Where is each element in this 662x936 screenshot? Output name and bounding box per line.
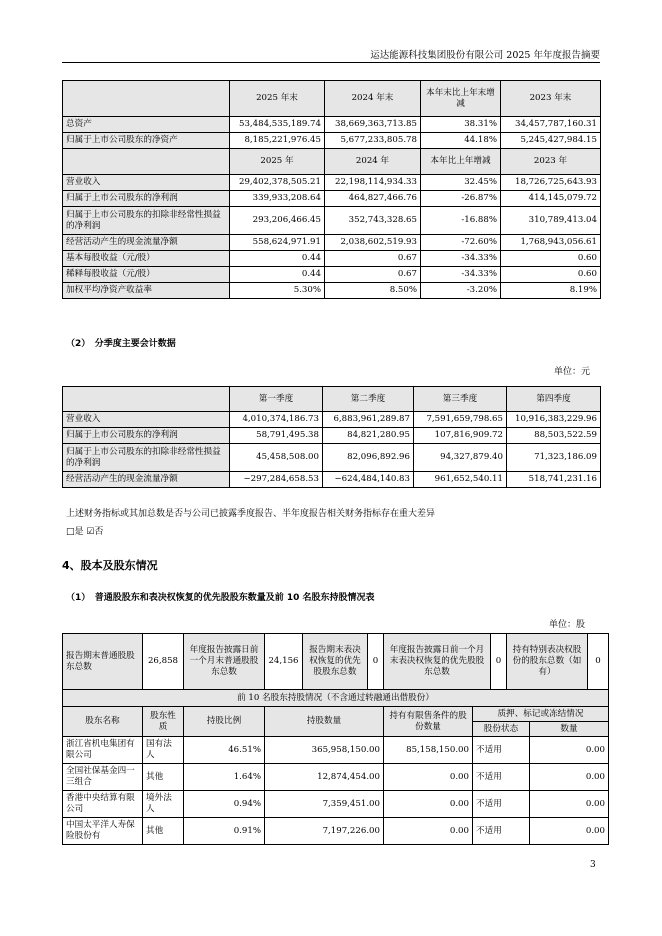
shareholder-cell: 12,874,454.00 [265, 764, 384, 791]
shareholder-cell: 1.64% [184, 764, 265, 791]
table1-row-cell: 53,484,535,189.74 [230, 117, 325, 133]
preferred-shareholders-value: 0 [368, 634, 384, 690]
shareholder-subtitle: （1） 普通股股东和表决权恢复的优先股股东数量及前 10 名股东持股情况表 [66, 593, 375, 603]
col-share-status: 股份状态 [473, 722, 530, 737]
section4-title: 4、股本及股东情况 [62, 559, 158, 572]
shareholder-row [63, 737, 609, 764]
table1-row-cell: 38.31% [421, 117, 501, 133]
table1-row-cell: 32.45% [421, 175, 501, 191]
table1-row-cell: 8.50% [325, 283, 421, 299]
table1-row-cell: 0.60 [501, 251, 601, 267]
table1-row-cell: 稀释每股收益（元/股） [63, 267, 230, 283]
shareholder-cell: 85,158,150.00 [384, 737, 473, 764]
shareholder-cell: 0.00 [384, 764, 473, 791]
shareholder-cell: 境外法人 [143, 791, 184, 818]
table1-row [63, 207, 601, 235]
quarterly-row-cell: −297,284,658.53 [230, 472, 323, 488]
quarterly-note: 上述财务指标或其加总数是否与公司已披露季度报告、半年度报告相关财务指标存在重大差异 [66, 509, 436, 519]
table1-row [63, 235, 601, 251]
quarterly-table [62, 386, 601, 488]
table1-row-cell: 归属于上市公司股东的净利润 [63, 191, 230, 207]
table1-row-cell: 44.18% [421, 133, 501, 149]
table1-row-cell: 18,726,725,643.93 [501, 175, 601, 191]
shareholder-cell: 其他 [143, 818, 184, 845]
shareholder-cell: 46.51% [184, 737, 265, 764]
table1-header-cell: 2023 年 [501, 149, 601, 175]
shareholder-cell: 0.00 [384, 818, 473, 845]
table1-row-cell: 0.44 [230, 251, 325, 267]
table1-row-cell: 5,677,233,805.78 [325, 133, 421, 149]
table1-header-cell: 2024 年 [325, 149, 421, 175]
special-voting-value: 0 [588, 634, 609, 690]
shareholder-cell: 0.00 [530, 764, 609, 791]
table1-header-cell: 2025 年 [230, 149, 325, 175]
quarterly-row-cell: 4,010,374,186.73 [230, 412, 323, 428]
table1-row [63, 175, 601, 191]
col-shareholder-nature: 股东性质 [143, 707, 184, 737]
table1-row-cell: 0.67 [325, 251, 421, 267]
table1-row-cell: 464,827,466.76 [325, 191, 421, 207]
quarterly-unit: 单位：元 [554, 367, 591, 377]
table1-row-cell: 0.60 [501, 267, 601, 283]
table1-row-cell: 310,789,413.04 [501, 207, 601, 235]
table1-header-cell: 2023 年末 [501, 81, 601, 117]
header-divider [62, 62, 600, 63]
shareholder-cell: 全国社保基金四一三组合 [63, 764, 143, 791]
table1-row-cell: 0.67 [325, 267, 421, 283]
key-financial-table [62, 80, 601, 299]
page-number: 3 [590, 860, 596, 870]
shareholder-cell: 其他 [143, 764, 184, 791]
shareholder-cell: 国有法人 [143, 737, 184, 764]
total-shareholders-value: 26,858 [143, 634, 184, 690]
table1-header [63, 81, 601, 117]
quarterly-header-cell [63, 387, 230, 412]
quarterly-row-cell: 88,503,522.59 [507, 428, 601, 444]
total-shareholders-label: 报告期末普通股股东总数 [63, 634, 143, 690]
table1-row-cell: 1,768,943,056.61 [501, 235, 601, 251]
quarterly-row-cell: 518,741,231.16 [507, 472, 601, 488]
shareholder-cell: 365,958,150.00 [265, 737, 384, 764]
table1-header-cell [63, 149, 230, 175]
shareholder-cell: 0.00 [530, 737, 609, 764]
quarterly-row-cell: 71,323,186.09 [507, 444, 601, 472]
quarterly-row-cell: 营业收入 [63, 412, 230, 428]
shareholder-cell: 浙江省机电集团有限公司 [63, 737, 143, 764]
quarterly-header-cell: 第四季度 [507, 387, 601, 412]
top10-shareholders-table [62, 689, 609, 845]
table1-row-cell: 8.19% [501, 283, 601, 299]
table1-row-cell: 加权平均净资产收益率 [63, 283, 230, 299]
table1-row [63, 283, 601, 299]
table1-header-cell: 2024 年末 [325, 81, 421, 117]
shareholder-row [63, 818, 609, 845]
shareholder-cell: 香港中央结算有限公司 [63, 791, 143, 818]
prior-month-preferred-value: 0 [491, 634, 507, 690]
table1-header-cell: 本年末比上年末增减 [421, 81, 501, 117]
table1-row-cell: 414,145,079.72 [501, 191, 601, 207]
prior-month-preferred-label: 年度报告披露日前一个月末表决权恢复的优先股股东总数 [384, 634, 491, 690]
quarterly-row-cell: 归属于上市公司股东的净利润 [63, 428, 230, 444]
table1-row-cell: 营业收入 [63, 175, 230, 191]
quarterly-row-cell: −624,484,140.83 [323, 472, 414, 488]
quarterly-header-cell: 第一季度 [230, 387, 323, 412]
shareholder-cell: 0.00 [530, 818, 609, 845]
quarterly-row-cell: 58,791,495.38 [230, 428, 323, 444]
table1-row-cell: -16.88% [421, 207, 501, 235]
quarterly-row-cell: 45,458,508.00 [230, 444, 323, 472]
table1-row-cell: -34.33% [421, 267, 501, 283]
quarterly-section-title: （2） 分季度主要会计数据 [66, 339, 176, 349]
table1-row [63, 191, 601, 207]
table1-row [63, 267, 601, 283]
col-holding-ratio: 持股比例 [184, 707, 265, 737]
quarterly-row [63, 472, 601, 488]
table1-row-cell: 558,624,971.91 [230, 235, 325, 251]
prior-month-shareholders-value: 24,156 [265, 634, 303, 690]
shareholder-row [63, 764, 609, 791]
col-holding-qty: 持股数量 [265, 707, 384, 737]
shareholder-cell: 不适用 [473, 818, 530, 845]
shareholder-count-table [62, 633, 609, 690]
shareholder-cell: 不适用 [473, 737, 530, 764]
top10-title: 前 10 名股东持股情况（不含通过转融通出借股份） [63, 690, 609, 707]
table1-row-cell: 总资产 [63, 117, 230, 133]
table1-row-cell: 归属于上市公司股东的扣除非经常性损益的净利润 [63, 207, 230, 235]
table1-row [63, 133, 601, 149]
shareholder-unit: 单位：股 [549, 620, 586, 630]
quarterly-row-cell: 7,591,659,798.65 [414, 412, 507, 428]
table1-row [63, 251, 601, 267]
shareholder-cell: 中国太平洋人寿保险股份有 [63, 818, 143, 845]
shareholder-cell: 不适用 [473, 764, 530, 791]
quarterly-row [63, 412, 601, 428]
table1-row [63, 117, 601, 133]
shareholder-cell: 0.91% [184, 818, 265, 845]
quarterly-row-cell: 107,816,909.72 [414, 428, 507, 444]
quarterly-row [63, 444, 601, 472]
table1-header-cell: 2025 年末 [230, 81, 325, 117]
table1-header-cell: 本年比上年增减 [421, 149, 501, 175]
table1-row-cell: 339,933,208.64 [230, 191, 325, 207]
shareholder-row [63, 791, 609, 818]
table1-row-cell: 经营活动产生的现金流量净额 [63, 235, 230, 251]
page-header-title: 运达能源科技集团股份有限公司 2025 年年度报告摘要 [370, 50, 600, 61]
quarterly-row-cell: 6,883,961,289.87 [323, 412, 414, 428]
table1-row-cell: 293,206,466.45 [230, 207, 325, 235]
col-restricted-shares: 持有有限售条件的股份数量 [384, 707, 473, 737]
preferred-shareholders-label: 报告期末表决权恢复的优先股股东总数 [303, 634, 368, 690]
quarterly-header-cell: 第二季度 [323, 387, 414, 412]
special-voting-label: 持有特别表决权股份的股东总数（如有） [507, 634, 588, 690]
col-shareholder-name: 股东名称 [63, 707, 143, 737]
table1-row-cell: 29,402,378,505.21 [230, 175, 325, 191]
quarterly-header [63, 387, 601, 412]
quarterly-row-cell: 经营活动产生的现金流量净额 [63, 472, 230, 488]
quarterly-row [63, 428, 601, 444]
table1-row-cell: 34,457,787,160.31 [501, 117, 601, 133]
shareholder-cell: 0.94% [184, 791, 265, 818]
table1-row-cell: 基本每股收益（元/股） [63, 251, 230, 267]
table1-row-cell: 8,185,221,976.45 [230, 133, 325, 149]
table1-header [63, 149, 601, 175]
prior-month-shareholders-label: 年度报告披露日前一个月末普通股股东总数 [184, 634, 265, 690]
table1-row-cell: 5.30% [230, 283, 325, 299]
table1-row-cell: 归属于上市公司股东的净资产 [63, 133, 230, 149]
quarterly-check: □是 ☑否 [66, 527, 104, 537]
shareholder-cell: 0.00 [530, 791, 609, 818]
table1-row-cell: -3.20% [421, 283, 501, 299]
col-pledge-amount: 数量 [530, 722, 609, 737]
col-pledge-group: 质押、标记或冻结情况 [473, 707, 609, 722]
table1-row-cell: -34.33% [421, 251, 501, 267]
quarterly-row-cell: 94,327,879.40 [414, 444, 507, 472]
table1-header-cell [63, 81, 230, 117]
table1-row-cell: 2,038,602,519.93 [325, 235, 421, 251]
quarterly-header-cell: 第三季度 [414, 387, 507, 412]
table1-row-cell: -72.60% [421, 235, 501, 251]
quarterly-row-cell: 84,821,280.95 [323, 428, 414, 444]
quarterly-row-cell: 961,652,540.11 [414, 472, 507, 488]
shareholder-cell: 7,359,451.00 [265, 791, 384, 818]
table1-row-cell: 22,198,114,934.33 [325, 175, 421, 191]
quarterly-row-cell: 10,916,383,229.96 [507, 412, 601, 428]
table1-row-cell: 5,245,427,984.15 [501, 133, 601, 149]
table1-row-cell: 0.44 [230, 267, 325, 283]
table1-row-cell: 38,669,363,713.85 [325, 117, 421, 133]
table1-row-cell: -26.87% [421, 191, 501, 207]
shareholder-cell: 0.00 [384, 791, 473, 818]
shareholder-cell: 不适用 [473, 791, 530, 818]
quarterly-row-cell: 82,096,892.96 [323, 444, 414, 472]
table1-row-cell: 352,743,328.65 [325, 207, 421, 235]
quarterly-row-cell: 归属于上市公司股东的扣除非经常性损益的净利润 [63, 444, 230, 472]
shareholder-cell: 7,197,226.00 [265, 818, 384, 845]
